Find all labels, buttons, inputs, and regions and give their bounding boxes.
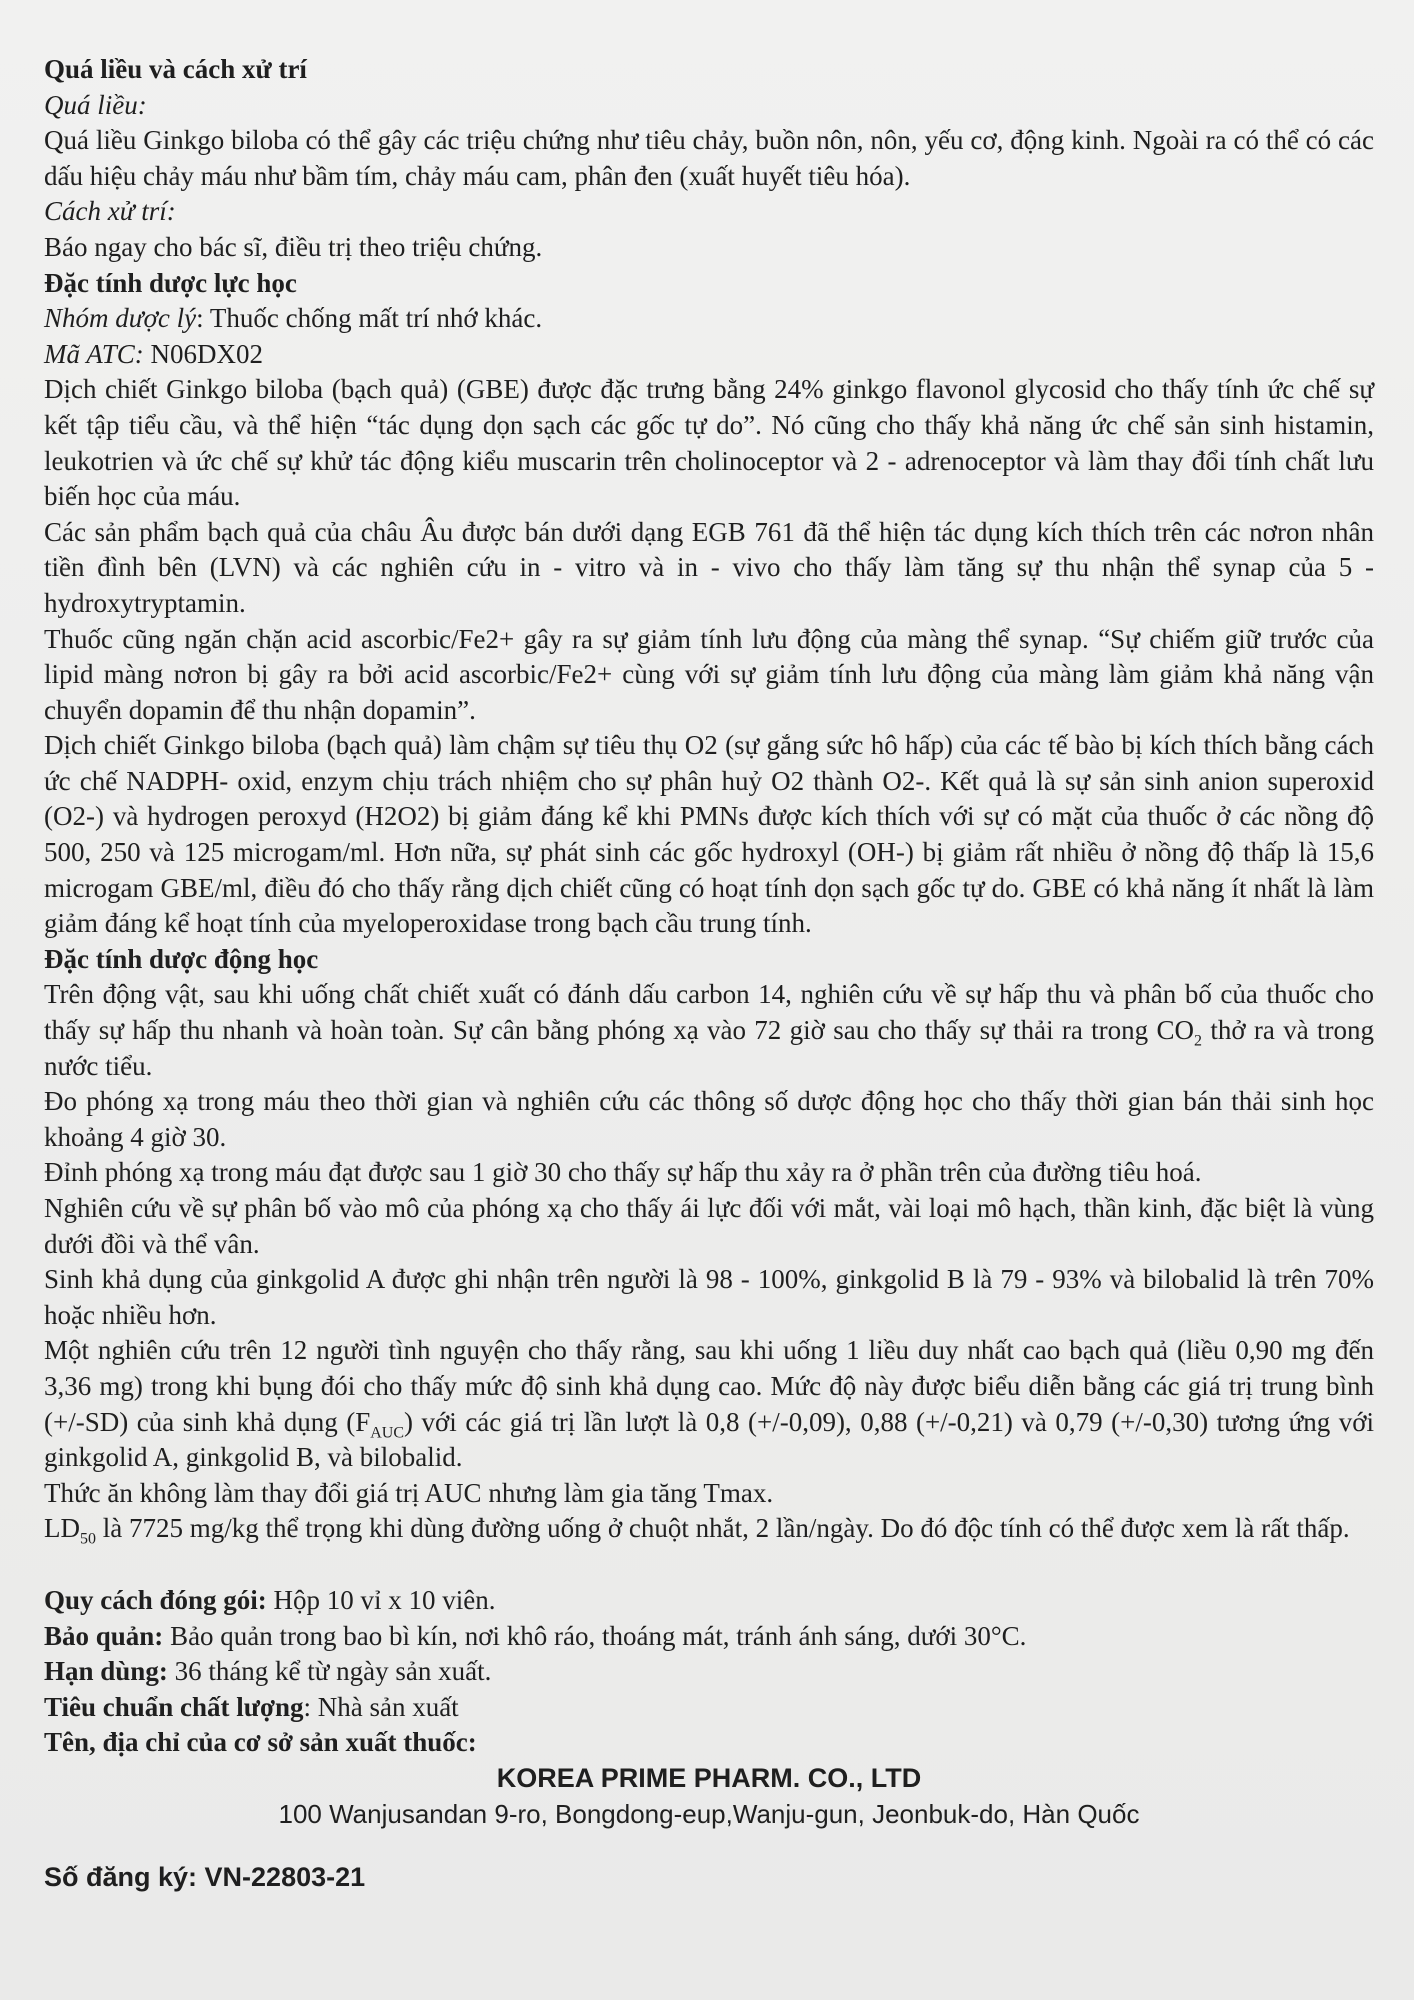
- shelf-life-label: Hạn dùng:: [44, 1656, 168, 1687]
- manufacturer-label: Tên, địa chỉ của cơ sở sản xuất thuốc:: [44, 1727, 477, 1758]
- treatment-text: Báo ngay cho bác sĩ, điều trị theo triệu chứng.: [44, 231, 543, 262]
- pharmacokinetics-text: LD: [44, 1513, 80, 1544]
- pharmacokinetics-text: ) với các giá trị lần lượt là 0,8 (+/-0,09), 0,88 (+/-0,21) và 0,79 (+/-0,30) tương ứng với ginkgolid A, ginkgolid B, và bilobalid.: [44, 1406, 1374, 1473]
- shelf-life-value: 36 tháng kể từ ngày sản xuất.: [167, 1656, 492, 1687]
- pharmacodynamics-paragraph: Các sản phẩm bạch quả của châu Âu được bán dưới dạng EGB 761 đã thể hiện tác dụng kích thích trên các nơron nhân tiền đình bên (LVN) và các nghiên cứu in - vitro và in - vivo cho thấy làm tăng sự thu nhận thể synap của 5 - hydroxytryptamin.: [44, 516, 1374, 618]
- pharmacokinetics-paragraph: Đo phóng xạ trong máu theo thời gian và nghiên cứu các thông số dược động học cho thấy thời gian bán thải sinh học khoảng 4 giờ 30.: [44, 1086, 1374, 1152]
- pharmacokinetics-heading: Đặc tính dược động học: [44, 943, 319, 974]
- pharmacokinetics-paragraph: Đỉnh phóng xạ trong máu đạt được sau 1 giờ 30 cho thấy sự hấp thu xảy ra ở phần trên của đường tiêu hoá.: [44, 1157, 1202, 1188]
- pharmacological-group: [44, 301, 1374, 337]
- overdose-text: Quá liều Ginkgo biloba có thể gây các triệu chứng như tiêu chảy, buồn nôn, nôn, yếu cơ, động kinh. Ngoài ra có thể có các dấu hiệu chảy máu như bầm tím, chảy máu cam, phân đen (xuất huyết tiêu hóa).: [44, 125, 1374, 191]
- registration-value: VN-22803-21: [197, 1862, 366, 1893]
- treatment-subheading: Cách xử trí:: [44, 196, 176, 227]
- pharmacodynamics-paragraph: Dịch chiết Ginkgo biloba (bạch quả) làm chậm sự tiêu thụ O2 (sự gắng sức hô hấp) của các tế bào bị kích thích bằng cách ức chế NADPH- oxid, enzym chịu trách nhiệm cho sự phân huỷ O2 thành O2-. Kết quả là sự sản sinh anion superoxid (O2-) và hydrogen peroxyd (H2O2) bị giảm đáng kể khi PMNs được kích thích với sự có mặt của thuốc ở các nồng độ 500, 250 và 125 microgam/ml. Hơn nữa, sự phát sinh các gốc hydroxyl (OH-) bị giảm rất nhiều ở nồng độ thấp là 15,6 microgam GBE/ml, điều đó cho thấy rằng dịch chiết cũng có hoạt tính dọn sạch gốc tự do. GBE có khả năng ít nhất là làm giảm đáng kể hoạt tính của myeloperoxidase trong bạch cầu trung tính.: [44, 730, 1374, 939]
- pharmacokinetics-paragraph: Sinh khả dụng của ginkgolid A được ghi nhận trên người là 98 - 100%, ginkgolid B là 79 - 93% và bilobalid là trên 70% hoặc nhiều hơn.: [44, 1264, 1374, 1330]
- pharmacokinetics-text: Một nghiên cứu trên 12 người tình nguyện cho thấy rằng, sau khi uống 1 liều duy nhất cao bạch quả (liều 0,90 mg đến 3,36 mg) trong khi bụng đói cho thấy mức độ sinh khả dụng cao. Mức độ này được biểu diễn bằng các giá trị trung bình (+/-SD) của sinh khả dụng (F: [44, 1335, 1374, 1437]
- packaging-label: Quy cách đóng gói:: [44, 1584, 267, 1615]
- overdose-subheading: Quá liều:: [44, 89, 147, 120]
- pharmacological-group-value: : Thuốc chống mất trí nhớ khác.: [196, 303, 543, 334]
- subscript: AUC: [370, 1423, 405, 1441]
- pharmacodynamics-paragraph: Thuốc cũng ngăn chặn acid ascorbic/Fe2+ gây ra sự giảm tính lưu động của màng thể synap. “Sự chiếm giữ trước của lipid màng nơron bị gây ra bởi acid ascorbic/Fe2+ cùng với sự giảm tính lưu động của màng làm giảm khả năng vận chuyển dopamin để thu nhận dopamin”.: [44, 623, 1374, 725]
- pharmacokinetics-text: thở ra và trong nước tiểu.: [44, 1015, 1374, 1081]
- quality-standard: [44, 1690, 1374, 1726]
- pharmacokinetics-text: là 7725 mg/kg thể trọng khi dùng đường uống ở chuột nhắt, 2 lần/ngày. Do đó độc tính có thể được xem là rất thấp.: [96, 1513, 1350, 1544]
- shelf-life: [44, 1654, 1374, 1690]
- pharmacodynamics-paragraph: Dịch chiết Ginkgo biloba (bạch quả) (GBE) được đặc trưng bằng 24% ginkgo flavonol glycosid cho thấy tính ức chế sự kết tập tiểu cầu, và thể hiện “tác dụng dọn sạch các gốc tự do”. Nó cũng cho thấy khả năng ức chế sản sinh histamin, leukotrien và ức chế sự khử tác động kiểu muscarin trên cholinoceptor và 2 - adrenoceptor và làm thay đổi tính chất lưu biến học của máu.: [44, 374, 1374, 512]
- atc-code-value: N06DX02: [143, 338, 264, 369]
- pharmacokinetics-paragraph: [44, 977, 1374, 1084]
- subscript: 2: [1194, 1032, 1202, 1050]
- storage: [44, 1619, 1374, 1655]
- packaging-value: Hộp 10 vỉ x 10 viên.: [266, 1584, 496, 1615]
- atc-code: [44, 337, 1374, 373]
- packaging: [44, 1583, 1374, 1619]
- registration-label: Số đăng ký:: [44, 1862, 198, 1893]
- manufacturer-address: 100 Wanjusandan 9-ro, Bongdong-eup,Wanju-gun, Jeonbuk-do, Hàn Quốc: [278, 1798, 1140, 1829]
- pharmacokinetics-paragraph: Thức ăn không làm thay đổi giá trị AUC nhưng làm gia tăng Tmax.: [44, 1477, 774, 1508]
- pharmacodynamics-heading: Đặc tính dược lực học: [44, 267, 297, 298]
- atc-code-label: Mã ATC:: [44, 338, 144, 369]
- spacer: [44, 1547, 1374, 1583]
- pharmacokinetics-paragraph: [44, 1511, 1374, 1547]
- quality-standard-value: : Nhà sản xuất: [303, 1691, 459, 1722]
- pharmacokinetics-paragraph: Nghiên cứu về sự phân bố vào mô của phóng xạ cho thấy ái lực đối với mắt, vài loại mô hạch, thần kinh, đặc biệt là vùng dưới đồi và thể vân.: [44, 1193, 1374, 1259]
- pharmacokinetics-text: Trên động vật, sau khi uống chất chiết xuất có đánh dấu carbon 14, nghiên cứu về sự hấp thu và phân bố của thuốc cho thấy sự hấp thu nhanh và hoàn toàn. Sự cân bằng phóng xạ vào 72 giờ sau cho thấy sự thải ra trong CO: [44, 979, 1374, 1046]
- leaflet-content: [44, 52, 1374, 1896]
- storage-value: Bảo quản trong bao bì kín, nơi khô ráo, thoáng mát, tránh ánh sáng, dưới 30°C.: [163, 1620, 1027, 1651]
- pharmacological-group-label: Nhóm dược lý: [44, 303, 197, 334]
- spacer: [44, 1832, 1374, 1860]
- quality-standard-label: Tiêu chuẩn chất lượng: [44, 1691, 304, 1722]
- pharmacokinetics-paragraph: [44, 1333, 1374, 1475]
- manufacturer-name: KOREA PRIME PHARM. CO., LTD: [496, 1762, 922, 1793]
- registration-number: [44, 1860, 1374, 1896]
- storage-label: Bảo quản:: [44, 1620, 164, 1651]
- subscript: 50: [80, 1530, 96, 1548]
- overdose-heading: Quá liều và cách xử trí: [44, 54, 307, 84]
